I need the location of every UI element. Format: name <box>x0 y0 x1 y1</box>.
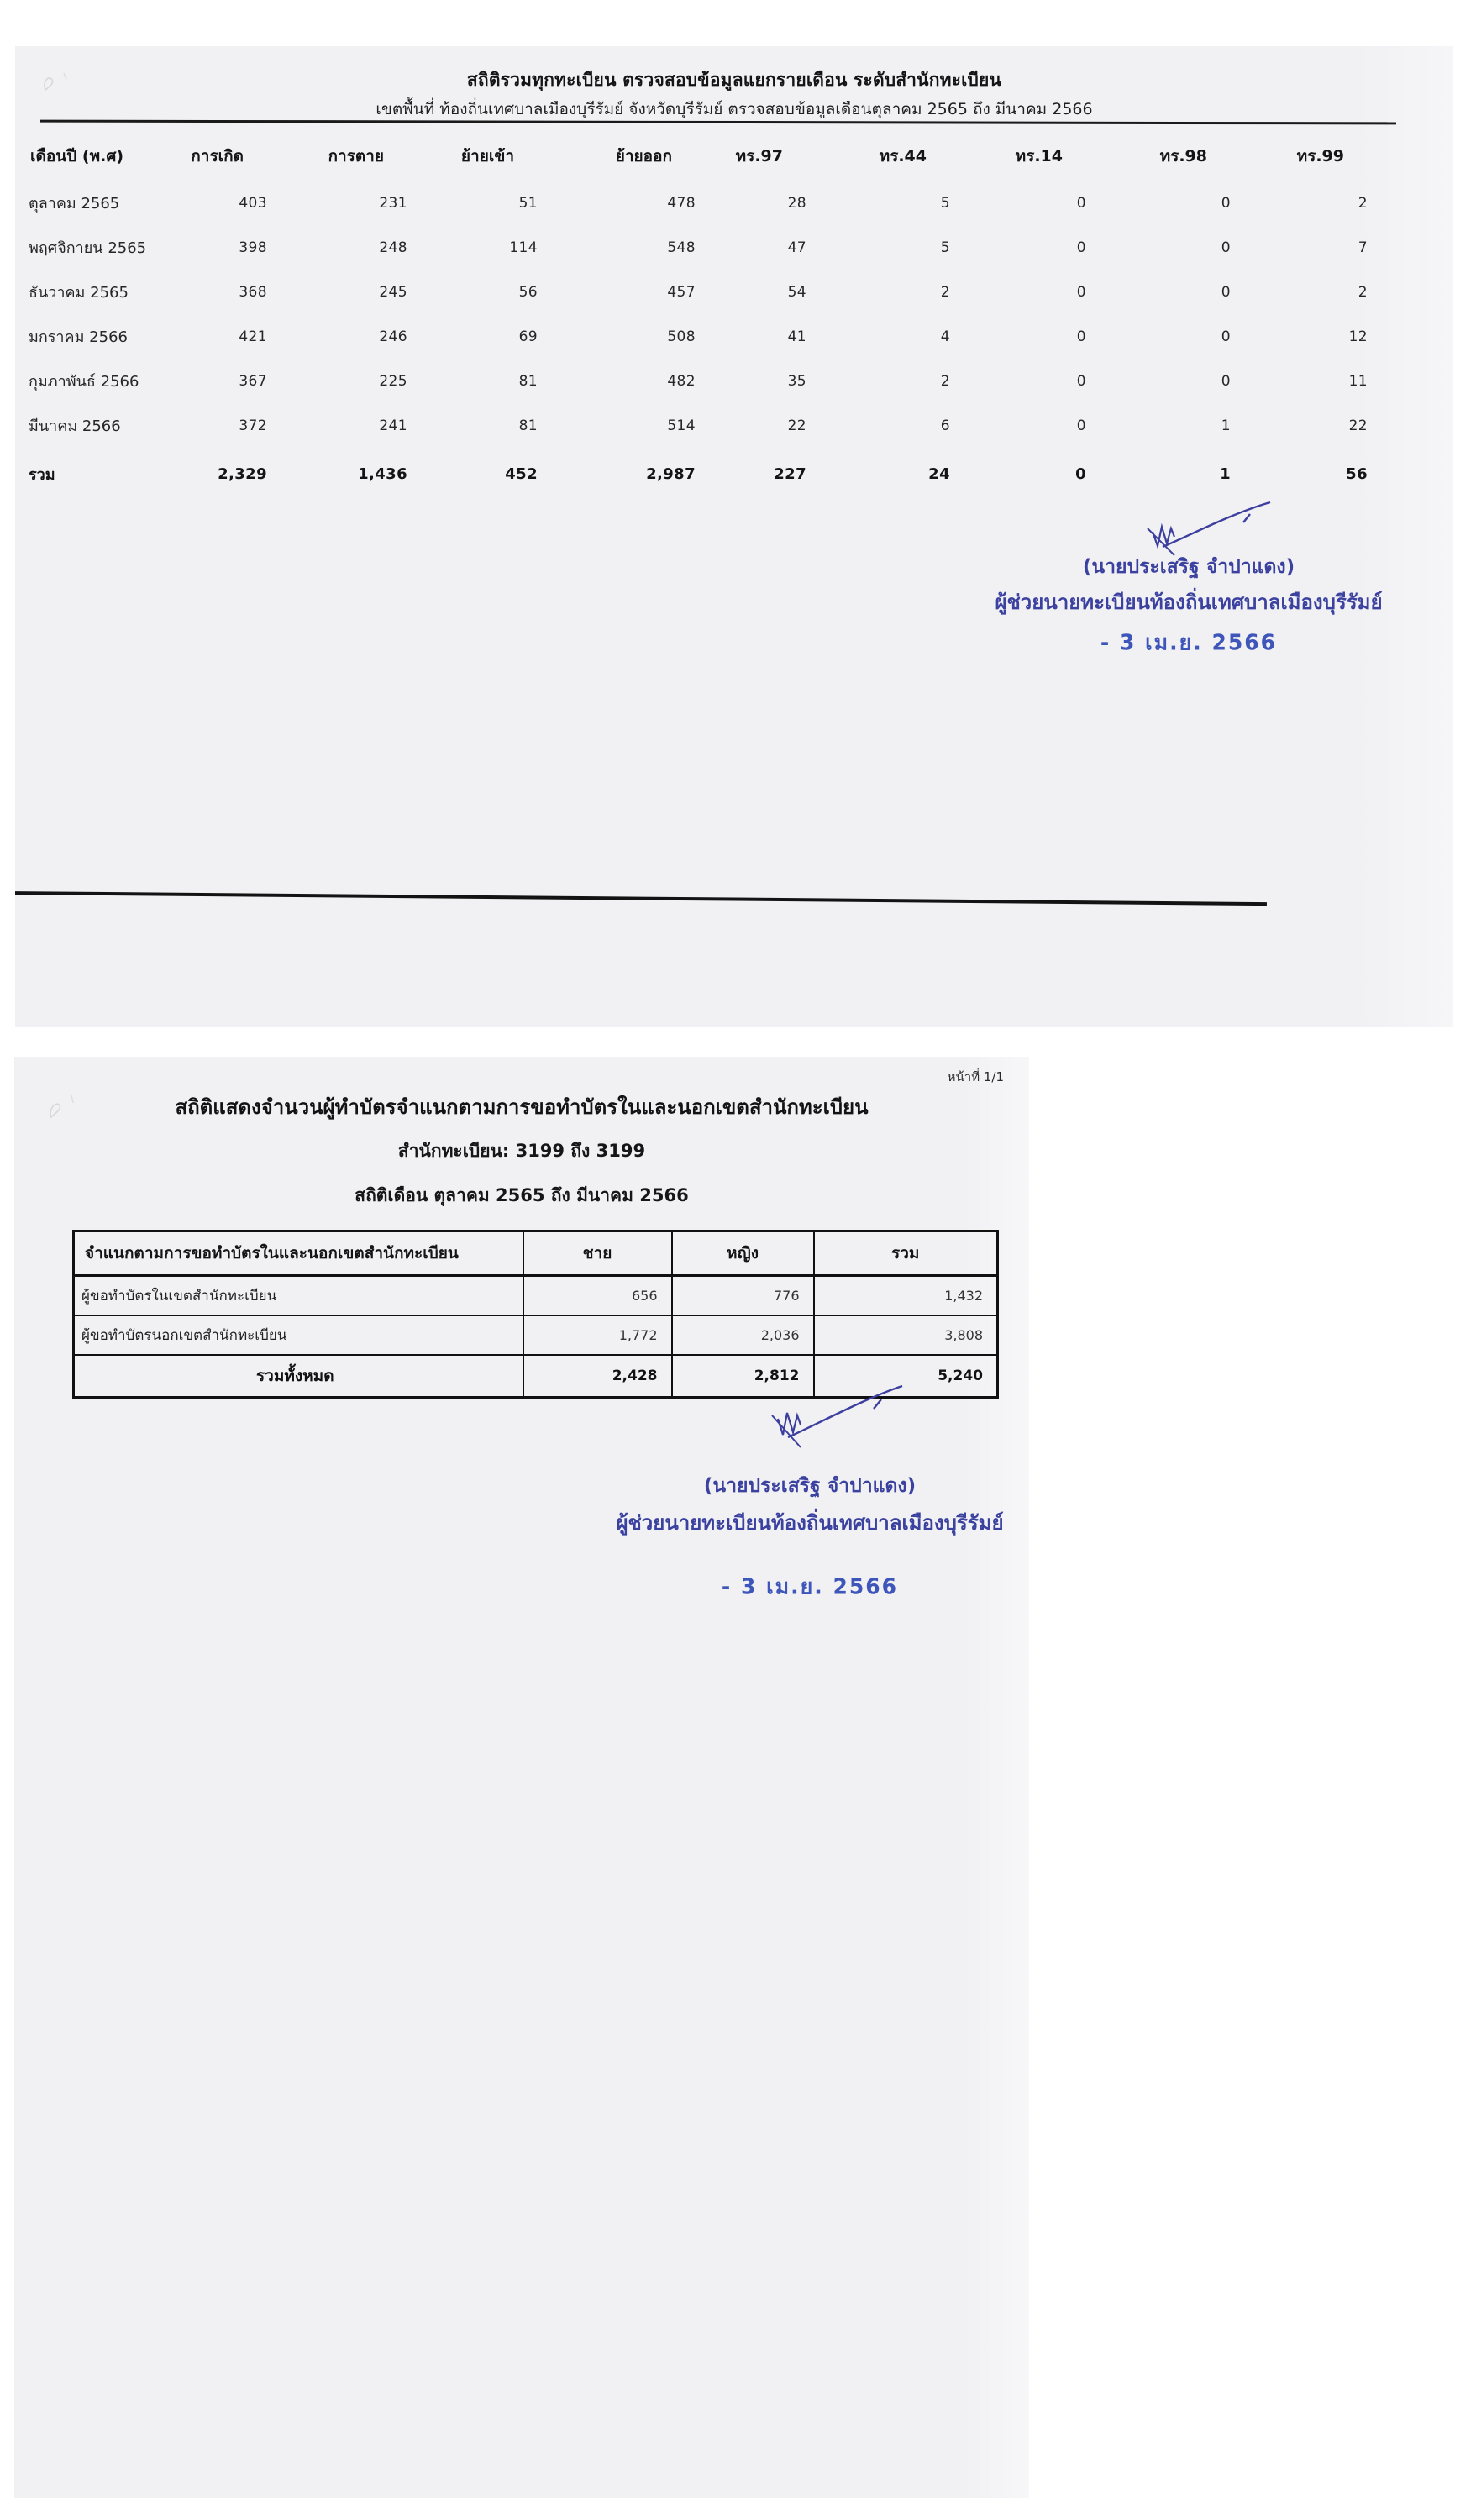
value-cell: 35 <box>787 372 806 390</box>
col-header: ทร.97 <box>735 147 783 165</box>
value-cell: 403 <box>239 194 267 212</box>
value-cell: 41 <box>787 328 806 345</box>
value-cell: 1,432 <box>814 1276 998 1316</box>
value-cell: 457 <box>667 283 696 301</box>
value-cell: 0 <box>1221 194 1231 212</box>
value-cell: 0 <box>1221 239 1231 256</box>
value-cell: 3,808 <box>814 1315 998 1355</box>
value-cell: 28 <box>787 194 806 212</box>
table-total-row <box>29 448 1369 496</box>
col-header: การเกิด <box>191 147 244 165</box>
month-cell: มีนาคม 2566 <box>29 417 121 435</box>
value-cell: 81 <box>518 417 538 434</box>
value-cell: 0 <box>1221 283 1231 301</box>
col-header: ทร.44 <box>879 147 927 165</box>
value-cell: 47 <box>787 239 806 256</box>
value-cell: 367 <box>239 372 267 390</box>
total-value-cell: 24 <box>928 465 950 483</box>
month-cell: มกราคม 2566 <box>29 328 128 346</box>
date-stamp: - 3 เม.ย. 2566 <box>1100 629 1278 655</box>
category-cell: ผู้ขอทำบัตรในเขตสำนักทะเบียน <box>74 1276 523 1316</box>
signature-block <box>979 500 1399 676</box>
signer-position: ผู้ช่วยนายทะเบียนท้องถิ่นเทศบาลเมืองบุรีรัมย์ <box>616 1511 1004 1535</box>
col-header: การตาย <box>328 147 384 165</box>
total-value-cell: 5,240 <box>814 1355 998 1398</box>
page2-subtitle-office: สำนักทะเบียน: 3199 ถึง 3199 <box>397 1141 646 1161</box>
table-row <box>29 270 1369 314</box>
total-value-cell: 1 <box>1220 465 1231 483</box>
page1-title: สถิติรวมทุกทะเบียน ตรวจสอบข้อมูลแยกรายเดือน ระดับสำนักทะเบียน <box>466 70 1002 90</box>
total-label-cell: รวมทั้งหมด <box>74 1355 523 1398</box>
table-row <box>29 314 1369 359</box>
value-cell: 248 <box>379 239 407 256</box>
id-card-table <box>72 1230 999 1399</box>
signer-name: (นายประเสริฐ จำปาแดง) <box>703 1475 917 1497</box>
table-row <box>29 225 1369 270</box>
total-value-cell: 2,329 <box>218 465 267 483</box>
category-cell: ผู้ขอทำบัตรนอกเขตสำนักทะเบียน <box>74 1315 523 1355</box>
col-header: ย้ายเข้า <box>460 147 514 165</box>
col-header: รวม <box>814 1231 998 1276</box>
value-cell: 246 <box>379 328 407 345</box>
value-cell: 548 <box>667 239 696 256</box>
value-cell: 0 <box>1221 372 1231 390</box>
value-cell: 2 <box>940 283 950 301</box>
page1-subtitle: เขตพื้นที่ ท้องถิ่นเทศบาลเมืองบุรีรัมย์ จังหวัดบุรีรัมย์ ตรวจสอบข้อมูลเดือนตุลาคม 2565 ถึง มีนาคม 2566 <box>376 100 1093 118</box>
value-cell: 7 <box>1358 239 1368 256</box>
table-row <box>29 403 1369 448</box>
value-cell: 54 <box>787 283 806 301</box>
value-cell: 22 <box>787 417 806 434</box>
value-cell: 51 <box>518 194 538 212</box>
total-value-cell: 56 <box>1346 465 1368 483</box>
total-value-cell: 0 <box>1075 465 1086 483</box>
table-row <box>74 1315 998 1355</box>
signature-block <box>600 1380 1020 1632</box>
value-cell: 5 <box>940 194 950 212</box>
value-cell: 22 <box>1348 417 1368 434</box>
value-cell: 368 <box>239 283 267 301</box>
value-cell: 5 <box>940 239 950 256</box>
handwritten-signature <box>768 1382 911 1451</box>
page1-bottom-rule <box>15 891 1267 906</box>
value-cell: 11 <box>1348 372 1368 390</box>
value-cell: 0 <box>1076 239 1086 256</box>
date-stamp: - 3 เม.ย. 2566 <box>721 1573 899 1599</box>
value-cell: 0 <box>1076 283 1086 301</box>
value-cell: 4 <box>940 328 950 345</box>
col-header: เดือนปี (พ.ศ) <box>30 147 124 165</box>
page-number: หน้าที่ 1/1 <box>947 1069 1004 1084</box>
month-cell: พฤศจิกายน 2565 <box>29 239 147 257</box>
monthly-registration-table <box>29 130 1369 496</box>
page2-id-card-statistics <box>14 1057 1029 2498</box>
value-cell: 231 <box>379 194 407 212</box>
signer-position: ผู้ช่วยนายทะเบียนท้องถิ่นเทศบาลเมืองบุรีรัมย์ <box>995 591 1383 614</box>
value-cell: 69 <box>518 328 538 345</box>
total-value-cell: 2,987 <box>646 465 696 483</box>
table-header-row <box>74 1231 998 1276</box>
total-value-cell: 452 <box>505 465 538 483</box>
total-value-cell: 1,436 <box>358 465 407 483</box>
value-cell: 656 <box>523 1276 672 1316</box>
value-cell: 482 <box>667 372 696 390</box>
value-cell: 56 <box>518 283 538 301</box>
value-cell: 1 <box>1221 417 1231 434</box>
value-cell: 0 <box>1221 328 1231 345</box>
total-value-cell: 227 <box>774 465 806 483</box>
col-header: ทร.98 <box>1159 147 1207 165</box>
table-row <box>74 1276 998 1316</box>
month-cell: ธันวาคม 2565 <box>29 284 129 302</box>
value-cell: 2 <box>1358 283 1368 301</box>
value-cell: 0 <box>1076 372 1086 390</box>
value-cell: 478 <box>667 194 696 212</box>
page2-subtitle-period: สถิติเดือน ตุลาคม 2565 ถึง มีนาคม 2566 <box>355 1185 689 1205</box>
value-cell: 0 <box>1076 194 1086 212</box>
value-cell: 225 <box>379 372 407 390</box>
value-cell: 1,772 <box>523 1315 672 1355</box>
value-cell: 421 <box>239 328 267 345</box>
value-cell: 398 <box>239 239 267 256</box>
value-cell: 241 <box>379 417 407 434</box>
value-cell: 2 <box>1358 194 1368 212</box>
value-cell: 0 <box>1076 417 1086 434</box>
signer-name: (นายประเสริฐ จำปาแดง) <box>1082 556 1295 578</box>
col-header: จำแนกตามการขอทำบัตรในและนอกเขตสำนักทะเบียน <box>74 1231 523 1276</box>
total-value-cell: 2,428 <box>523 1355 672 1398</box>
col-header: ชาย <box>523 1231 672 1276</box>
table-row <box>29 181 1369 225</box>
value-cell: 114 <box>509 239 538 256</box>
col-header: หญิง <box>672 1231 814 1276</box>
total-value-cell: 2,812 <box>672 1355 814 1398</box>
total-label-cell: รวม <box>29 466 55 484</box>
table-header-row <box>29 130 1369 181</box>
value-cell: 514 <box>667 417 696 434</box>
value-cell: 6 <box>940 417 950 434</box>
page1-registration-statistics <box>15 46 1453 1027</box>
value-cell: 81 <box>518 372 538 390</box>
value-cell: 2,036 <box>672 1315 814 1355</box>
month-cell: กุมภาพันธ์ 2566 <box>29 373 139 391</box>
handwritten-signature <box>1144 500 1279 559</box>
table-row <box>29 359 1369 403</box>
page2-title: สถิติแสดงจำนวนผู้ทำบัตรจำแนกตามการขอทำบัตรในและนอกเขตสำนักทะเบียน <box>175 1095 869 1119</box>
col-header: ทร.14 <box>1015 147 1063 165</box>
value-cell: 12 <box>1348 328 1368 345</box>
value-cell: 776 <box>672 1276 814 1316</box>
col-header: ย้ายออก <box>615 147 672 165</box>
value-cell: 0 <box>1076 328 1086 345</box>
value-cell: 2 <box>940 372 950 390</box>
month-cell: ตุลาคม 2565 <box>29 195 120 213</box>
col-header: ทร.99 <box>1296 147 1344 165</box>
value-cell: 245 <box>379 283 407 301</box>
value-cell: 372 <box>239 417 267 434</box>
value-cell: 508 <box>667 328 696 345</box>
